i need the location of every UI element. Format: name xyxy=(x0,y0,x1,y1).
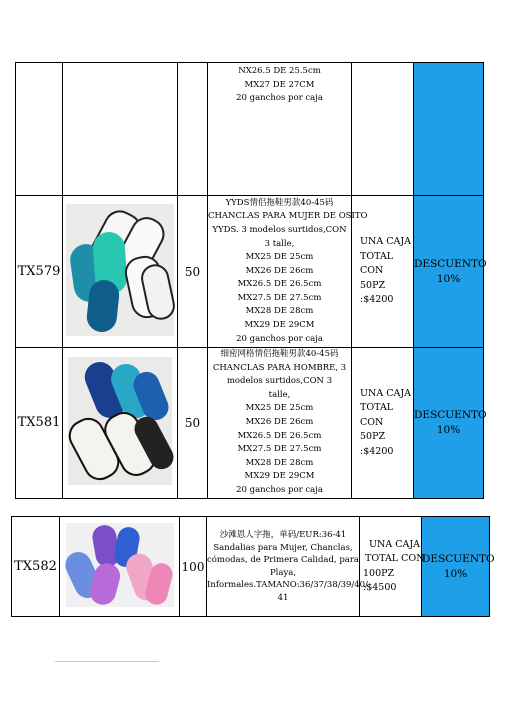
product-price xyxy=(352,348,414,499)
discount-cell xyxy=(414,196,487,348)
desc-line: NX26.5 DE 25.5cm xyxy=(238,66,321,76)
price-line: 50PZ xyxy=(360,431,386,443)
product-table xyxy=(11,516,495,617)
product-qty: 50 xyxy=(178,348,208,499)
desc-line: YYDS情侣拖鞋男款40-45码 xyxy=(225,197,334,208)
price-line: TOTAL xyxy=(360,250,394,262)
price-line: UNA CAJA xyxy=(360,387,411,399)
footnote-separator xyxy=(55,661,159,662)
discount-cell xyxy=(414,63,484,196)
desc-line: MX26.5 DE 26.5cm xyxy=(237,430,322,441)
product-qty xyxy=(178,63,208,196)
discount-label: DESCUENTO xyxy=(414,257,487,270)
product-photo xyxy=(63,196,178,348)
desc-line: 41 xyxy=(277,592,289,603)
desc-line: 沙滩恩人字拖，单码/EUR:36-41 xyxy=(219,530,347,540)
desc-line: cómodas, de Primera Calidad, para xyxy=(207,555,359,565)
product-description xyxy=(208,196,368,348)
desc-line: 20 ganchos por caja xyxy=(236,333,323,344)
product-description xyxy=(208,63,352,196)
desc-line: MX25 DE 25cm xyxy=(245,252,314,263)
price-line: :$4200 xyxy=(360,445,394,457)
slipper-shape xyxy=(85,278,120,333)
product-code xyxy=(16,63,63,196)
table-row xyxy=(16,196,484,348)
desc-line: 20 ganchos por caja xyxy=(236,93,323,104)
desc-line: CHANCLAS PARA MUJER DE OSITO xyxy=(208,211,368,222)
slipper-photo xyxy=(68,357,172,485)
price-line: CON xyxy=(360,265,384,277)
discount-value: 10% xyxy=(443,567,468,580)
flipflop-photo xyxy=(66,523,174,607)
desc-line: 细密网格情侣拖鞋男款40-45码 xyxy=(220,349,339,359)
price-line: UNA CAJA xyxy=(369,538,420,550)
product-photo xyxy=(60,517,180,617)
desc-line: 20 ganchos por caja xyxy=(236,484,323,495)
price-line: 100PZ xyxy=(363,567,395,579)
price-line: UNA CAJA xyxy=(360,236,411,248)
price-line: CON xyxy=(360,416,384,428)
desc-line: MX29 DE 29CM xyxy=(244,471,315,482)
desc-line: talle, xyxy=(268,389,291,400)
desc-line: Playa, xyxy=(269,567,297,578)
desc-line: MX27.5 DE 27.5cm xyxy=(237,292,322,303)
product-code: TX581 xyxy=(16,348,63,499)
table-row xyxy=(16,348,484,499)
desc-line: MX26 DE 26cm xyxy=(245,265,314,276)
price-line: :$4200 xyxy=(360,294,394,306)
product-code: TX579 xyxy=(16,196,63,348)
slipper-photo xyxy=(66,204,174,336)
desc-line: MX28 DE 28cm xyxy=(245,457,314,468)
desc-line: 3 talle, xyxy=(264,238,295,249)
desc-line: MX27.5 DE 27.5cm xyxy=(237,444,322,455)
desc-line: YYDS. 3 modelos surtidos,CON xyxy=(212,224,347,235)
desc-line: MX29 DE 29CM xyxy=(244,320,315,331)
product-table xyxy=(15,62,487,499)
price-line: 50PZ xyxy=(360,279,386,291)
product-price xyxy=(360,517,425,617)
discount-cell xyxy=(414,348,487,499)
desc-line: Informales.TAMANO:36/37/38/39/40/ xyxy=(207,580,368,590)
product-price xyxy=(352,63,414,196)
table-row xyxy=(12,517,490,617)
product-photo xyxy=(63,348,178,499)
discount-value: 10% xyxy=(436,272,461,285)
discount-label: DESCUENTO xyxy=(422,552,495,565)
desc-line: MX27 DE 27CM xyxy=(244,79,315,90)
product-code: TX582 xyxy=(12,517,60,617)
product-description xyxy=(207,517,368,617)
discount-cell xyxy=(422,517,495,617)
discount-value: 10% xyxy=(436,423,461,436)
product-photo xyxy=(63,63,178,196)
desc-line: MX25 DE 25cm xyxy=(245,403,314,414)
price-line: TOTAL CON xyxy=(365,553,425,564)
desc-line: MX26 DE 26cm xyxy=(245,416,314,427)
desc-line: MX26.5 DE 26.5cm xyxy=(237,279,322,290)
product-description xyxy=(208,348,352,499)
discount-label: DESCUENTO xyxy=(414,408,487,421)
desc-line: CHANCLAS PARA HOMBRE, 3 xyxy=(212,362,347,373)
desc-line: Sandalias para Mujer, Chanclas, xyxy=(213,542,353,553)
price-line: :$4500 xyxy=(363,582,397,593)
product-qty: 50 xyxy=(178,196,208,348)
price-line: TOTAL xyxy=(360,402,394,414)
desc-line: MX28 DE 28cm xyxy=(245,306,314,317)
desc-line: modelos surtidos,CON 3 xyxy=(226,376,333,387)
product-qty: 100 xyxy=(180,517,207,617)
table-row xyxy=(16,63,484,196)
